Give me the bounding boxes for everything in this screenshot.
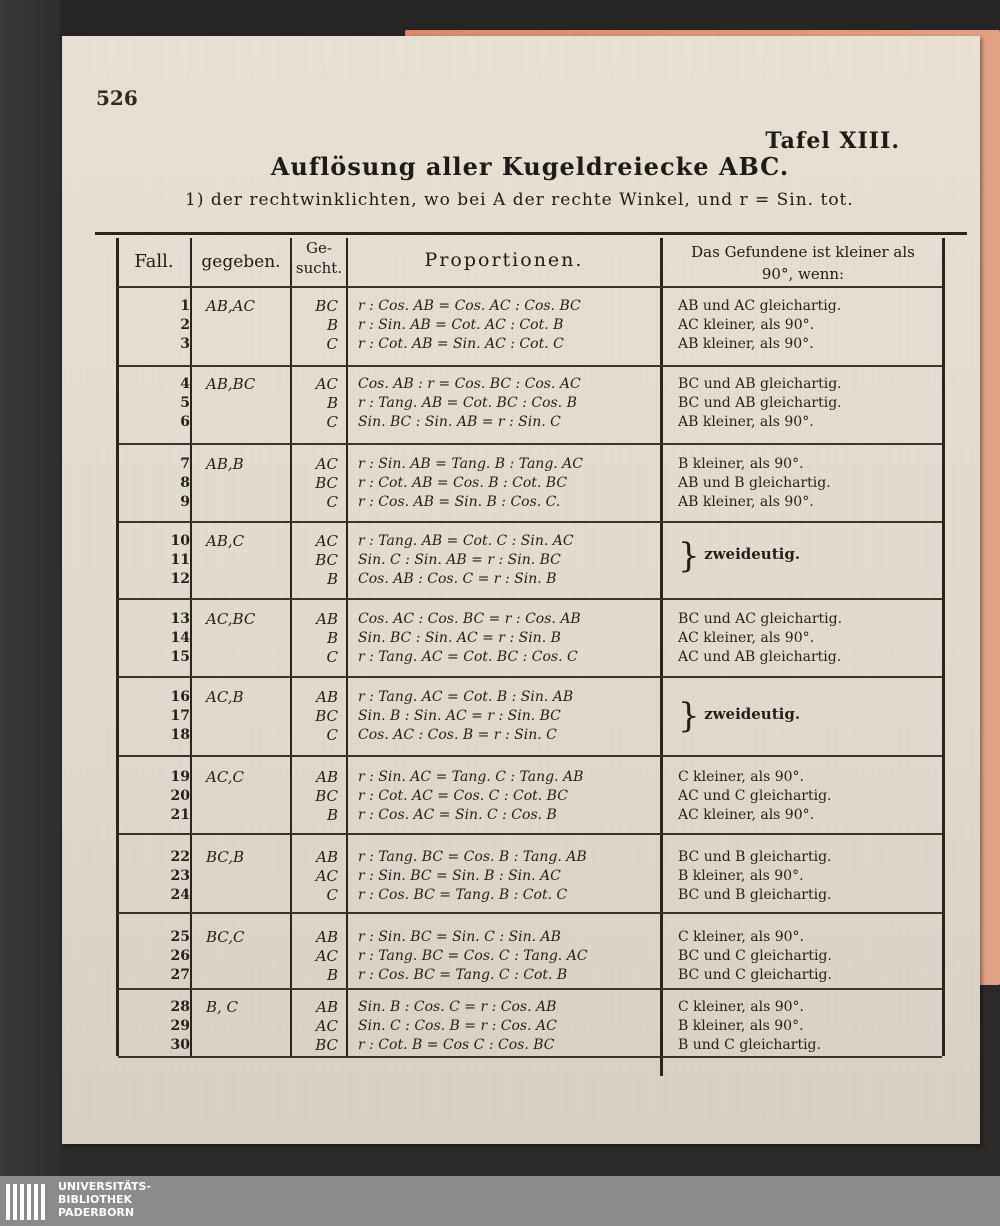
sought-values: AB AC C: [315, 848, 338, 904]
case-numbers: 16 17 18: [170, 689, 190, 743]
found-conditions: BC und B gleichartig. B kleiner, als 90°. BC und B gleichartig.: [678, 849, 832, 903]
case-numbers: 22 23 24: [170, 849, 190, 903]
case-numbers: 19 20 21: [170, 769, 190, 823]
given-values: B, C: [206, 998, 239, 1016]
given-values: AB,B: [206, 455, 244, 473]
table-label: Tafel XIII.: [765, 128, 900, 154]
sought-values: AB AC B: [315, 928, 338, 984]
sought-values: AB AC BC: [315, 998, 338, 1054]
proportions: r : Tang. AB = Cot. C : Sin. AC Sin. C : Sin. AB = r : Sin. BC Cos. AB : Cos. C = r : Sin. B: [358, 533, 574, 587]
sought-values: AB BC B: [315, 768, 338, 824]
sought-values: BC B C: [315, 297, 338, 353]
sought-values: AC BC C: [315, 455, 338, 511]
header-proportionen: Proportionen.: [424, 249, 584, 271]
case-numbers: 1 2 3: [180, 298, 190, 352]
proportions: r : Tang. BC = Cos. B : Tang. AB r : Sin. BC = Sin. B : Sin. AC r : Cos. BC = Tang. B : Cot. C: [358, 849, 587, 903]
row-divider: [118, 755, 942, 757]
column-divider-gesucht: [346, 238, 348, 1056]
given-values: AC,C: [206, 768, 245, 786]
page-title: Auflösung aller Kugeldreiecke ABC.: [270, 152, 790, 181]
given-values: AC,BC: [206, 610, 256, 628]
case-numbers: 28 29 30: [170, 999, 190, 1053]
row-divider: [118, 521, 942, 523]
found-conditions: C kleiner, als 90°. AC und C gleichartig. AC kleiner, als 90°.: [678, 769, 832, 823]
table-bottom-rule: [118, 1056, 942, 1058]
case-numbers: 13 14 15: [170, 611, 190, 665]
row-divider: [118, 833, 942, 835]
case-numbers: 7 8 9: [180, 456, 190, 510]
found-conditions: C kleiner, als 90°. BC und C gleichartig. BC und C gleichartig.: [678, 929, 832, 983]
page-subtitle: 1) der rechtwinklichten, wo bei A der rechte Winkel, und r = Sin. tot.: [185, 190, 854, 210]
sought-values: AB B C: [316, 610, 338, 666]
found-conditions: } zweideutig.: [678, 696, 801, 736]
header-gegeben: gegeben.: [201, 252, 281, 272]
row-divider: [118, 988, 942, 990]
found-conditions: B kleiner, als 90°. AB und B gleichartig. AB kleiner, als 90°.: [678, 456, 831, 510]
table-left-border: [116, 238, 119, 1056]
proportions: r : Tang. AC = Cot. B : Sin. AB Sin. B : Sin. AC = r : Sin. BC Cos. AC : Cos. B = r : Sin. C: [358, 689, 574, 743]
proportions: r : Sin. AC = Tang. C : Tang. AB r : Cot. AC = Cos. C : Cot. BC r : Cos. AC = Sin. C : Cos. B: [358, 769, 584, 823]
brace-glyph: }: [678, 696, 700, 736]
found-conditions: BC und AC gleichartig. AC kleiner, als 90°. AC und AB gleichartig.: [678, 611, 843, 665]
proportions: Cos. AB : r = Cos. BC : Cos. AC r : Tang. AB = Cot. BC : Cos. B Sin. BC : Sin. AB = r : Sin. C: [358, 376, 581, 430]
given-values: AB,BC: [206, 375, 256, 393]
header-fall: Fall.: [134, 251, 174, 272]
row-divider: [118, 365, 942, 367]
row-divider: [118, 912, 942, 914]
library-logo-icon: [4, 1180, 50, 1224]
found-conditions: BC und AB gleichartig. BC und AB gleichartig. AB kleiner, als 90°.: [678, 376, 842, 430]
given-values: AC,B: [206, 688, 244, 706]
proportions: r : Sin. AB = Tang. B : Tang. AC r : Cot. AB = Cos. B : Cot. BC r : Cos. AB = Sin. B : Cos. C.: [358, 456, 584, 510]
given-values: BC,C: [206, 928, 245, 946]
row-divider: [118, 598, 942, 600]
row-divider: [118, 676, 942, 678]
table-top-rule: [95, 232, 967, 235]
proportions: Sin. B : Cos. C = r : Cos. AB Sin. C : Cos. B = r : Cos. AC r : Cot. B = Cos C : Cos. BC: [358, 999, 557, 1053]
header-gesucht: Ge- sucht.: [295, 239, 343, 277]
row-divider: [118, 443, 942, 445]
sought-values: AC B C: [315, 375, 338, 431]
given-values: AB,C: [206, 532, 245, 550]
found-conditions: C kleiner, als 90°. B kleiner, als 90°. B und C gleichartig.: [678, 999, 821, 1053]
proportions: Cos. AC : Cos. BC = r : Cos. AB Sin. BC : Sin. AC = r : Sin. B r : Tang. AC = Cot. BC : Cos. C: [358, 611, 581, 665]
case-numbers: 4 5 6: [180, 376, 190, 430]
header-gefundene-line2: 90°, wenn:: [761, 265, 845, 283]
given-values: AB,AC: [206, 297, 255, 315]
found-conditions: AB und AC gleichartig. AC kleiner, als 90°. AB kleiner, als 90°.: [678, 298, 842, 352]
header-divider: [118, 286, 942, 288]
sought-values: AB BC C: [315, 688, 338, 744]
header-gefundene-line1: Das Gefundene ist kleiner als: [691, 243, 915, 261]
proportions: r : Sin. BC = Sin. C : Sin. AB r : Tang. BC = Cos. C : Tang. AC r : Cos. BC = Tang. C : Cot. B: [358, 929, 588, 983]
page-number: 526: [96, 86, 138, 110]
column-divider-proportionen: [660, 238, 663, 1076]
sought-values: AC BC B: [315, 532, 338, 588]
library-name: UNIVERSITÄTS- BIBLIOTHEK PADERBORN: [58, 1180, 152, 1219]
case-numbers: 25 26 27: [170, 929, 190, 983]
case-numbers: 10 11 12: [170, 533, 190, 587]
brace-glyph: }: [678, 536, 700, 576]
given-values: BC,B: [206, 848, 245, 866]
column-divider-fall: [190, 238, 192, 1056]
proportions: r : Cos. AB = Cos. AC : Cos. BC r : Sin. AB = Cot. AC : Cot. B r : Cot. AB = Sin. AC : Cot. C: [358, 298, 581, 352]
found-conditions: } zweideutig.: [678, 536, 801, 576]
